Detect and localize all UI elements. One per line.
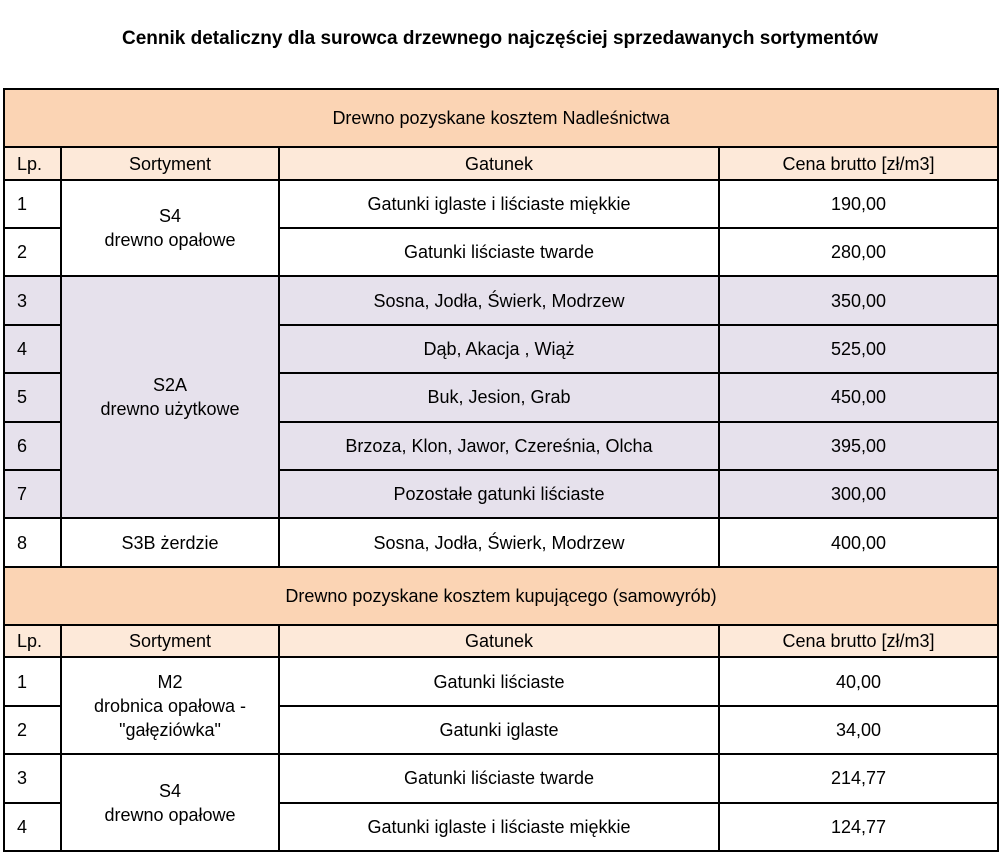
cell-cena: 190,00 [719,180,998,228]
sortyment-line: drewno opałowe [104,804,236,825]
page-title: Cennik detaliczny dla surowca drzewnego najczęściej sprzedawanych sortymentów [121,28,878,49]
section-heading: Drewno pozyskane kosztem kupującego (samowyrób) [4,567,998,625]
col-header-gatunek: Gatunek [279,625,719,657]
cell-lp: 1 [4,657,61,705]
cell-sortyment [61,180,279,277]
table-row [4,180,998,228]
sortyment-line: drewno opałowe [104,230,236,251]
cell-lp: 4 [4,325,61,373]
column-header-row [4,625,998,657]
sortyment-line: "gałęziówka" [119,719,221,740]
cell-gatunek: Gatunki liściaste twarde [279,228,719,276]
cell-gatunek: Dąb, Akacja , Wiąż [279,325,719,373]
cell-gatunek: Buk, Jesion, Grab [279,373,719,421]
cell-lp: 6 [4,422,61,470]
sortyment-line: M2 [157,671,183,692]
sortyment-line: S4 [158,780,182,801]
cell-lp: 7 [4,470,61,518]
col-header-sortyment: Sortyment [61,147,279,179]
cell-gatunek: Pozostałe gatunki liściaste [279,470,719,518]
cell-gatunek: Sosna, Jodła, Świerk, Modrzew [279,276,719,324]
col-header-sortyment: Sortyment [61,625,279,657]
cell-lp: 1 [4,180,61,228]
sortyment-line: S4 [158,206,182,227]
cell-gatunek: Gatunki liściaste [279,657,719,705]
cell-lp: 2 [4,228,61,276]
table-row [4,518,998,566]
cell-cena: 350,00 [719,276,998,324]
cell-lp: 3 [4,754,61,802]
sortyment-line: S2A [152,375,188,396]
sortyment-line: drewno użytkowe [100,399,240,420]
cell-sortyment [61,754,279,851]
cell-cena: 280,00 [719,228,998,276]
cell-sortyment [61,657,279,754]
cell-cena: 450,00 [719,373,998,421]
cell-cena: 525,00 [719,325,998,373]
section-header-row [4,567,998,625]
cell-sortyment: S3B żerdzie [61,518,279,566]
cell-lp: 3 [4,276,61,324]
cell-lp: 4 [4,803,61,851]
cell-gatunek: Sosna, Jodła, Świerk, Modrzew [279,518,719,566]
cell-cena: 34,00 [719,706,998,754]
cell-gatunek: Gatunki liściaste twarde [279,754,719,802]
cell-cena: 214,77 [719,754,998,802]
cell-lp: 5 [4,373,61,421]
cell-cena: 124,77 [719,803,998,851]
cell-gatunek: Gatunki iglaste [279,706,719,754]
table-row [4,276,998,324]
cell-cena: 395,00 [719,422,998,470]
column-header-row [4,147,998,179]
price-table [3,88,999,852]
cell-lp: 2 [4,706,61,754]
col-header-gatunek: Gatunek [279,147,719,179]
cell-gatunek: Gatunki iglaste i liściaste miękkie [279,180,719,228]
cell-gatunek: Brzoza, Klon, Jawor, Czereśnia, Olcha [279,422,719,470]
cell-gatunek: Gatunki iglaste i liściaste miękkie [279,803,719,851]
cell-sortyment [61,276,279,518]
sortyment-line: drobnica opałowa - [93,695,247,716]
col-header-lp: Lp. [4,625,61,657]
col-header-lp: Lp. [4,147,61,179]
table-row [4,657,998,705]
col-header-cena: Cena brutto [zł/m3] [719,147,998,179]
cell-lp: 8 [4,518,61,566]
cell-cena: 300,00 [719,470,998,518]
col-header-cena: Cena brutto [zł/m3] [719,625,998,657]
cell-cena: 400,00 [719,518,998,566]
section-header-row [4,89,998,147]
section-heading: Drewno pozyskane kosztem Nadleśnictwa [4,89,998,147]
table-row [4,754,998,802]
cell-cena: 40,00 [719,657,998,705]
